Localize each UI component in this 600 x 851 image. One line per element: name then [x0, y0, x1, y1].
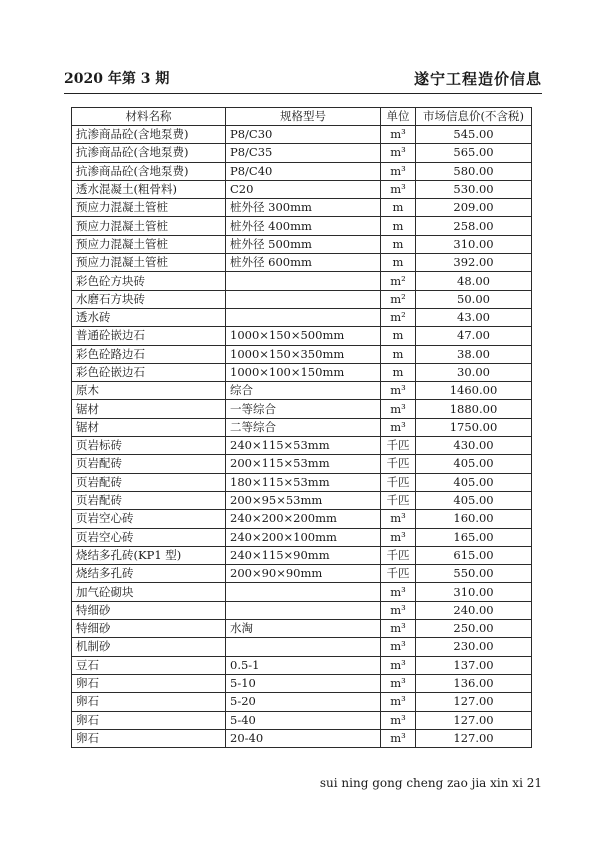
table-row	[72, 656, 532, 674]
price-cell: 43.00	[416, 308, 532, 326]
header-divider	[64, 93, 542, 94]
unit-cell: m³	[381, 620, 416, 638]
price-cell: 565.00	[416, 144, 532, 162]
table-row	[72, 327, 532, 345]
spec-cell: 20-40	[226, 729, 381, 747]
price-cell: 405.00	[416, 473, 532, 491]
unit-cell: m	[381, 254, 416, 272]
price-cell: 430.00	[416, 437, 532, 455]
table-row	[72, 711, 532, 729]
material-name-cell: 预应力混凝土管桩	[72, 254, 226, 272]
unit-cell: m²	[381, 308, 416, 326]
unit-cell: m³	[381, 711, 416, 729]
table-row	[72, 144, 532, 162]
unit-cell: 千匹	[381, 546, 416, 564]
material-name-cell: 预应力混凝土管桩	[72, 199, 226, 217]
spec-cell: 二等综合	[226, 418, 381, 436]
unit-cell: m³	[381, 528, 416, 546]
material-name-cell: 机制砂	[72, 638, 226, 656]
table-row	[72, 491, 532, 509]
unit-cell: m²	[381, 290, 416, 308]
unit-cell: m	[381, 217, 416, 235]
spec-cell: 1000×150×500mm	[226, 327, 381, 345]
material-name-cell: 锯材	[72, 400, 226, 418]
material-name-cell: 页岩配砖	[72, 491, 226, 509]
price-cell: 240.00	[416, 601, 532, 619]
table-row	[72, 217, 532, 235]
table-row	[72, 180, 532, 198]
spec-cell: 1000×150×350mm	[226, 345, 381, 363]
price-cell: 545.00	[416, 126, 532, 144]
price-cell: 530.00	[416, 180, 532, 198]
table-row	[72, 400, 532, 418]
price-cell: 127.00	[416, 711, 532, 729]
spec-cell	[226, 601, 381, 619]
spec-cell: 水淘	[226, 620, 381, 638]
unit-cell: m³	[381, 729, 416, 747]
price-cell: 1750.00	[416, 418, 532, 436]
table-row	[72, 418, 532, 436]
spec-cell: 5-20	[226, 693, 381, 711]
unit-cell: m	[381, 327, 416, 345]
table-row	[72, 455, 532, 473]
material-name-cell: 加气砼砌块	[72, 583, 226, 601]
table-row	[72, 254, 532, 272]
unit-cell: m³	[381, 382, 416, 400]
spec-cell: P8/C30	[226, 126, 381, 144]
unit-cell: m³	[381, 126, 416, 144]
table-row	[72, 565, 532, 583]
spec-cell: 240×115×53mm	[226, 437, 381, 455]
material-name-cell: 卵石	[72, 674, 226, 692]
material-name-cell: 预应力混凝土管桩	[72, 217, 226, 235]
unit-cell: 千匹	[381, 473, 416, 491]
unit-cell: m	[381, 345, 416, 363]
price-cell: 30.00	[416, 363, 532, 381]
price-cell: 550.00	[416, 565, 532, 583]
spec-cell: 综合	[226, 382, 381, 400]
column-header-price: 市场信息价(不含税)	[416, 108, 532, 126]
price-cell: 209.00	[416, 199, 532, 217]
table-row	[72, 272, 532, 290]
material-name-cell: 页岩空心砖	[72, 528, 226, 546]
table-row	[72, 674, 532, 692]
price-table	[71, 107, 532, 748]
price-cell: 137.00	[416, 656, 532, 674]
price-cell: 615.00	[416, 546, 532, 564]
spec-cell: 1000×100×150mm	[226, 363, 381, 381]
unit-cell: m³	[381, 601, 416, 619]
material-name-cell: 页岩配砖	[72, 473, 226, 491]
material-name-cell: 透水混凝土(粗骨料)	[72, 180, 226, 198]
material-name-cell: 普通砼嵌边石	[72, 327, 226, 345]
table-row	[72, 290, 532, 308]
spec-cell: 200×115×53mm	[226, 455, 381, 473]
price-cell: 47.00	[416, 327, 532, 345]
spec-cell	[226, 583, 381, 601]
unit-cell: m³	[381, 162, 416, 180]
material-name-cell: 抗渗商品砼(含地泵费)	[72, 162, 226, 180]
price-cell: 405.00	[416, 491, 532, 509]
column-header-spec: 规格型号	[226, 108, 381, 126]
table-row	[72, 546, 532, 564]
spec-cell: 桩外径 500mm	[226, 235, 381, 253]
unit-cell: m³	[381, 693, 416, 711]
material-name-cell: 抗渗商品砼(含地泵费)	[72, 144, 226, 162]
spec-cell: 5-40	[226, 711, 381, 729]
material-name-cell: 抗渗商品砼(含地泵费)	[72, 126, 226, 144]
material-name-cell: 烧结多孔砖	[72, 565, 226, 583]
material-name-cell: 卵石	[72, 693, 226, 711]
spec-cell: P8/C40	[226, 162, 381, 180]
price-cell: 310.00	[416, 235, 532, 253]
price-cell: 127.00	[416, 729, 532, 747]
price-cell: 50.00	[416, 290, 532, 308]
material-name-cell: 原木	[72, 382, 226, 400]
unit-cell: 千匹	[381, 437, 416, 455]
spec-cell: 240×200×200mm	[226, 510, 381, 528]
price-cell: 38.00	[416, 345, 532, 363]
table-row	[72, 308, 532, 326]
material-name-cell: 烧结多孔砖(KP1 型)	[72, 546, 226, 564]
material-name-cell: 彩色砼路边石	[72, 345, 226, 363]
price-cell: 580.00	[416, 162, 532, 180]
unit-cell: m³	[381, 656, 416, 674]
spec-cell: 一等综合	[226, 400, 381, 418]
table-row	[72, 199, 532, 217]
table-row	[72, 510, 532, 528]
material-name-cell: 透水砖	[72, 308, 226, 326]
table-row	[72, 473, 532, 491]
table-header-row	[72, 108, 532, 126]
price-cell: 1880.00	[416, 400, 532, 418]
page-header	[64, 64, 542, 90]
spec-cell: 240×200×100mm	[226, 528, 381, 546]
issue-label: 2020 年第 3 期	[64, 71, 170, 87]
price-cell: 250.00	[416, 620, 532, 638]
unit-cell: m	[381, 363, 416, 381]
column-header-material: 材料名称	[72, 108, 226, 126]
spec-cell	[226, 290, 381, 308]
column-header-unit: 单位	[381, 108, 416, 126]
price-cell: 392.00	[416, 254, 532, 272]
table-row	[72, 693, 532, 711]
material-name-cell: 特细砂	[72, 601, 226, 619]
material-name-cell: 特细砂	[72, 620, 226, 638]
unit-cell: m³	[381, 583, 416, 601]
unit-cell: 千匹	[381, 455, 416, 473]
unit-cell: m³	[381, 674, 416, 692]
price-cell: 230.00	[416, 638, 532, 656]
spec-cell: 0.5-1	[226, 656, 381, 674]
material-name-cell: 卵石	[72, 729, 226, 747]
table-row	[72, 601, 532, 619]
spec-cell	[226, 308, 381, 326]
price-cell: 48.00	[416, 272, 532, 290]
unit-cell: m³	[381, 144, 416, 162]
material-name-cell: 锯材	[72, 418, 226, 436]
table-row	[72, 528, 532, 546]
spec-cell	[226, 638, 381, 656]
table-row	[72, 126, 532, 144]
material-name-cell: 页岩配砖	[72, 455, 226, 473]
material-name-cell: 预应力混凝土管桩	[72, 235, 226, 253]
price-cell: 127.00	[416, 693, 532, 711]
table-row	[72, 437, 532, 455]
spec-cell: 桩外径 400mm	[226, 217, 381, 235]
table-row	[72, 382, 532, 400]
spec-cell	[226, 272, 381, 290]
table-body	[72, 126, 532, 748]
unit-cell: m	[381, 199, 416, 217]
material-name-cell: 水磨石方块砖	[72, 290, 226, 308]
unit-cell: m	[381, 235, 416, 253]
spec-cell: 200×90×90mm	[226, 565, 381, 583]
spec-cell: P8/C35	[226, 144, 381, 162]
material-name-cell: 彩色砼嵌边石	[72, 363, 226, 381]
material-name-cell: 页岩空心砖	[72, 510, 226, 528]
unit-cell: m³	[381, 418, 416, 436]
spec-cell: 桩外径 600mm	[226, 254, 381, 272]
table-row	[72, 235, 532, 253]
spec-cell: C20	[226, 180, 381, 198]
price-cell: 310.00	[416, 583, 532, 601]
material-name-cell: 页岩标砖	[72, 437, 226, 455]
spec-cell: 240×115×90mm	[226, 546, 381, 564]
table-row	[72, 729, 532, 747]
unit-cell: m³	[381, 638, 416, 656]
material-name-cell: 卵石	[72, 711, 226, 729]
table-row	[72, 638, 532, 656]
price-cell: 160.00	[416, 510, 532, 528]
price-cell: 165.00	[416, 528, 532, 546]
spec-cell: 桩外径 300mm	[226, 199, 381, 217]
spec-cell: 200×95×53mm	[226, 491, 381, 509]
unit-cell: m³	[381, 510, 416, 528]
unit-cell: m³	[381, 400, 416, 418]
price-cell: 1460.00	[416, 382, 532, 400]
publication-title: 遂宁工程造价信息	[413, 70, 542, 88]
table-row	[72, 345, 532, 363]
spec-cell: 5-10	[226, 674, 381, 692]
material-name-cell: 彩色砼方块砖	[72, 272, 226, 290]
material-name-cell: 豆石	[72, 656, 226, 674]
price-cell: 405.00	[416, 455, 532, 473]
unit-cell: m²	[381, 272, 416, 290]
unit-cell: m³	[381, 180, 416, 198]
price-cell: 136.00	[416, 674, 532, 692]
spec-cell: 180×115×53mm	[226, 473, 381, 491]
table-row	[72, 583, 532, 601]
unit-cell: 千匹	[381, 565, 416, 583]
table-row	[72, 162, 532, 180]
running-footer: sui ning gong cheng zao jia xin xi 21	[319, 776, 542, 790]
table-row	[72, 363, 532, 381]
price-cell: 258.00	[416, 217, 532, 235]
table-row	[72, 620, 532, 638]
unit-cell: 千匹	[381, 491, 416, 509]
